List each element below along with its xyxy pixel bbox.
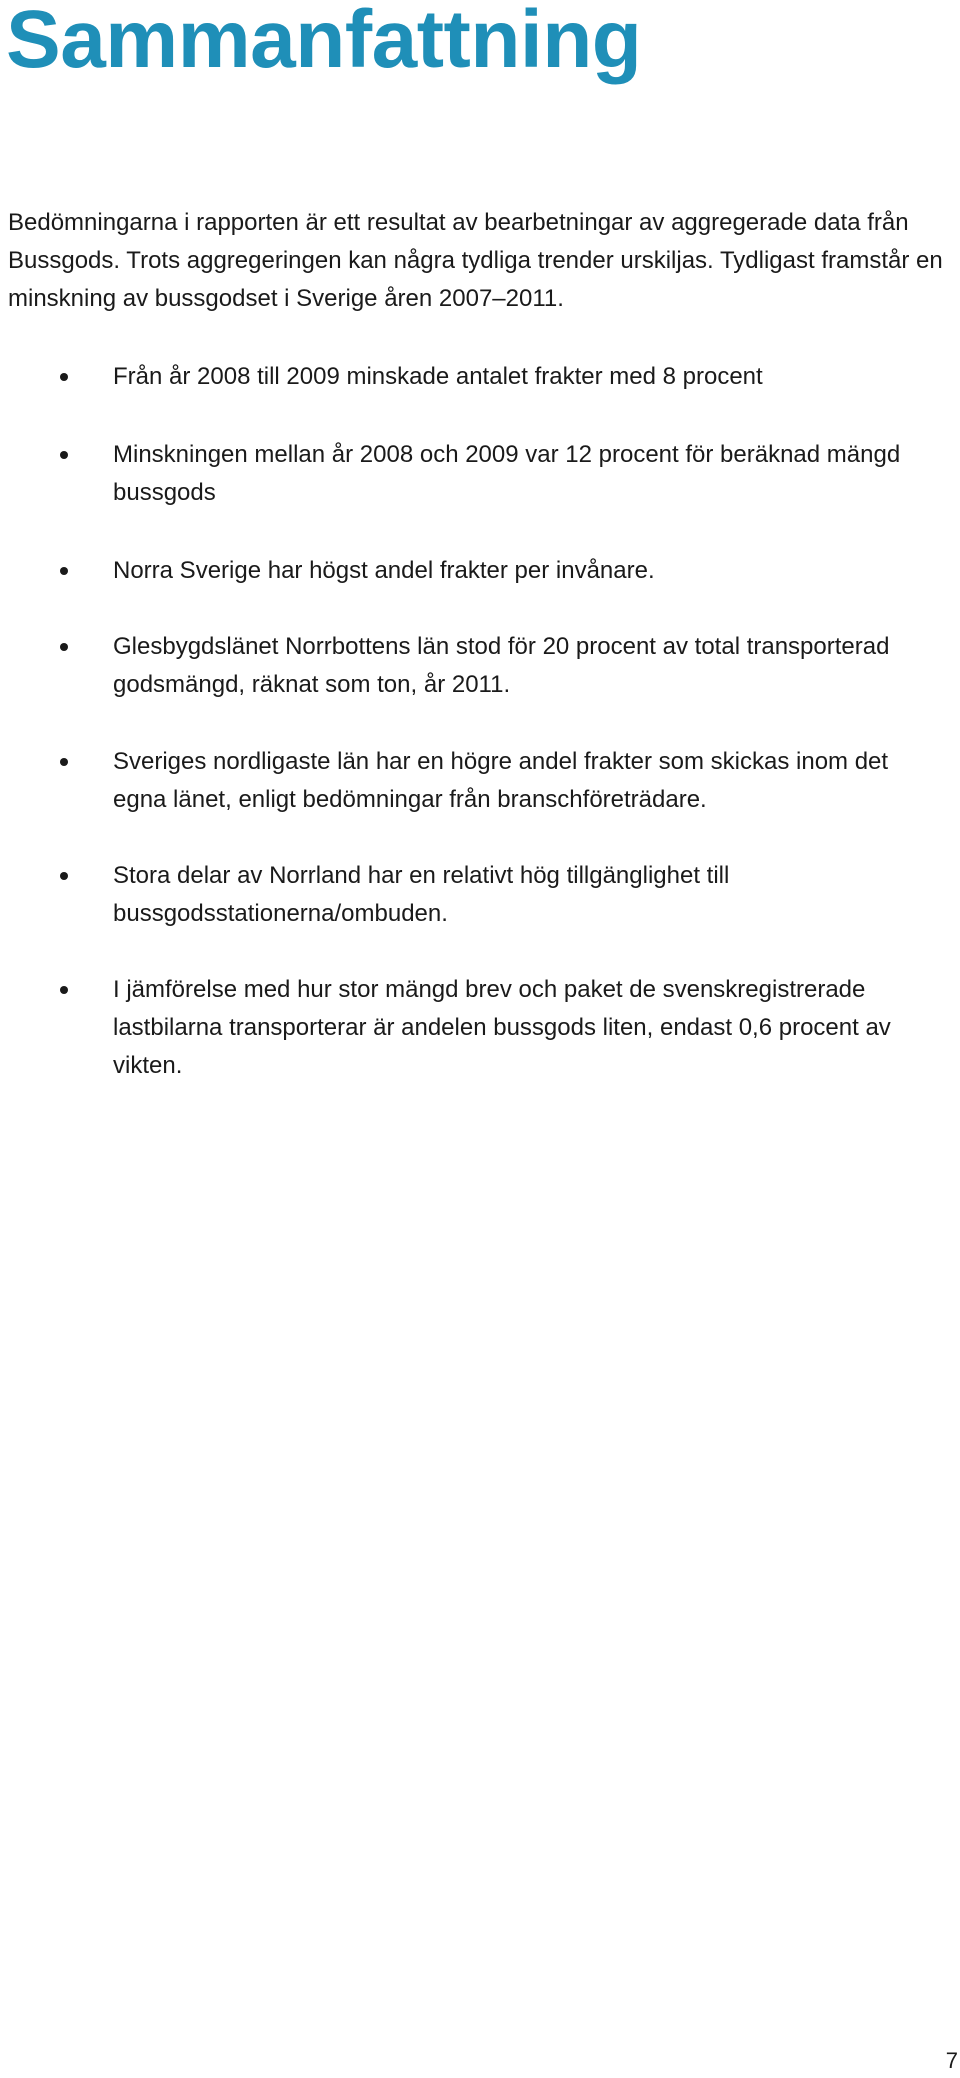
page-title: Sammanfattning	[6, 0, 642, 85]
bullet-dot-icon	[60, 451, 68, 459]
bullet-dot-icon	[60, 758, 68, 766]
page-number: 7	[945, 2048, 958, 2073]
bullet-dot-icon	[60, 872, 68, 880]
bullet-text: Från år 2008 till 2009 minskade antalet frakter med 8 procent	[113, 363, 763, 390]
bullet-text: Minskningen mellan år 2008 och 2009 var 12 procent för beräknad mängd bussgods	[113, 441, 901, 506]
bullet-text: Stora delar av Norrland har en relativt hög tillgänglighet till bussgodsstationerna/ombuden.	[113, 862, 730, 927]
bullet-dot-icon	[60, 373, 68, 381]
bullet-dot-icon	[60, 986, 68, 994]
bullet-dot-icon	[60, 567, 68, 575]
bullet-text: I jämförelse med hur stor mängd brev och paket de svenskregistrerade lastbilarna transporterar är andelen bussgods liten, endast 0,6 procent av vikten.	[113, 976, 891, 1079]
intro-paragraph: Bedömningarna i rapporten är ett resultat av bearbetningar av aggregerade data från Bussgods. Trots aggregeringen kan några tydliga trender urskiljas. Tydligast framstår en minskning av bussgodset i Sverige åren 2007–2011.	[8, 209, 943, 312]
bullet-text: Sveriges nordligaste län har en högre andel frakter som skickas inom det egna länet, enligt bedömningar från branschföreträdare.	[113, 748, 889, 813]
bullet-dot-icon	[60, 643, 68, 651]
bullet-text: Norra Sverige har högst andel frakter per invånare.	[113, 557, 655, 584]
bullet-text: Glesbygdslänet Norrbottens län stod för 20 procent av total transporterad godsmängd, räknat som ton, år 2011.	[113, 633, 890, 698]
